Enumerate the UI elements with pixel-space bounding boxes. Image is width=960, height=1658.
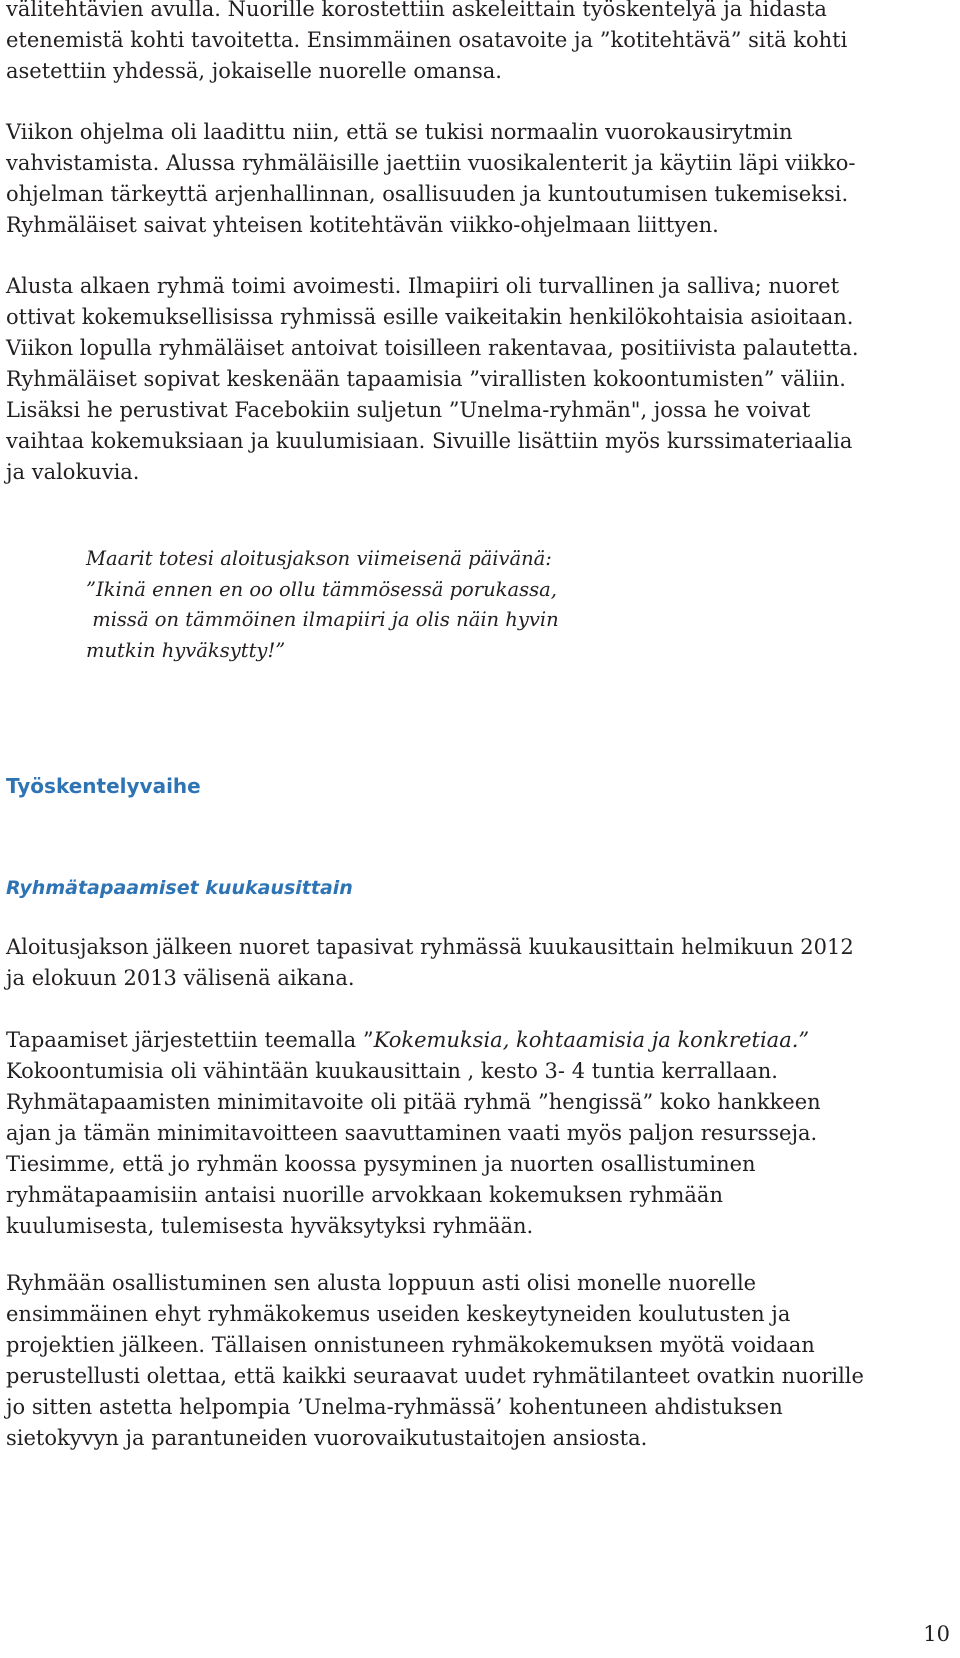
paragraph-group-experience: Ryhmään osallistuminen sen alusta loppuun asti olisi monelle nuorelle ensimmäinen ehyt ryhmäkokemus useiden keskeytyneiden koulutusten ja projektien jälkeen. Tällaisen onnistuneen ryhmäkokemuksen myötä voidaan perustellusti olettaa, että kaikki seuraavat uudet ryhmätilanteet ovatkin nuorille jo sitten astetta helpompia ’Unelma-ryhmässä’ kohentuneen ahdistuksen sietokyvyn ja parantuneiden vuorovaikutustaitojen ansiosta. [6,1271,864,1450]
paragraph-monthly-meetings: Aloitusjakson jälkeen nuoret tapasivat ryhmässä kuukausittain helmikuun 2012 ja elokuun 2013 välisenä aikana. [6,935,854,990]
paragraph-weekly-program: Viikon ohjelma oli laadittu niin, että se tukisi normaalin vuorokausirytmin vahvistamista. Alussa ryhmäläisille jaettiin vuosikalenterit ja käytiin läpi viikko- ohjelman tärkeyttä arjenhallinnan, osallisuuden ja kuntoutumisen tukemiseksi. Ryhmäläiset saivat yhteisen kotitehtävän viikko-ohjelmaan liittyen. [6,120,856,237]
participant-quote: Maarit totesi aloitusjakson viimeisenä päivänä: ”Ikinä ennen en oo ollu tämmösessä porukassa, missä on tämmöinen ilmapiiri ja olis näin hyvin mutkin hyväksytty!” [86,547,559,662]
section-heading: Työskentelyvaihe [6,774,201,798]
paragraph-meeting-theme: Tapaamiset järjestettiin teemalla ”Kokemuksia, kohtaamisia ja konkretiaa.” Kokoontumisia oli vähintään kuukausittain , kesto 3- 4 tuntia kerrallaan. Ryhmätapaamisten minimitavoite oli pitää ryhmä ”hengissä” koko hankkeen ajan ja tämän minimitavoitteen saavuttaminen vaati myös paljon resursseja. Tiesimme, että jo ryhmän koossa pysyminen ja nuorten osallistuminen ryhmätapaamisiin antaisi nuorille arvokkaan kokemuksen ryhmään kuulumisesta, tulemisesta hyväksytyksi ryhmään. [6,1028,821,1238]
section-subheading: Ryhmätapaamiset kuukausittain [6,877,353,899]
paragraph-intro-tasks: välitehtävien avulla. Nuorille korostettiin askeleittain työskentelyä ja hidasta etenemistä kohti tavoitetta. Ensimmäinen osatavoite ja ”kotitehtävä” sitä kohti asetettiin yhdessä, jokaiselle nuorelle omansa. [6,0,848,83]
paragraph-group-atmosphere: Alusta alkaen ryhmä toimi avoimesti. Ilmapiiri oli turvallinen ja salliva; nuoret ottivat kokemuksellisissa ryhmissä esille vaikeitakin henkilökohtaisia asioitaan. Viikon lopulla ryhmäläiset antoivat toisilleen rakentavaa, positiivista palautetta. Ryhmäläiset sopivat keskenään tapaamisia ”virallisten kokoontumisten” väliin. Lisäksi he perustivat Facebokiin suljetun ”Unelma-ryhmän", jossa he voivat vaihtaa kokemuksiaan ja kuulumisiaan. Sivuille lisättiin myös kurssimateriaalia ja valokuvia. [6,274,859,484]
page-number: 10 [923,1622,950,1646]
